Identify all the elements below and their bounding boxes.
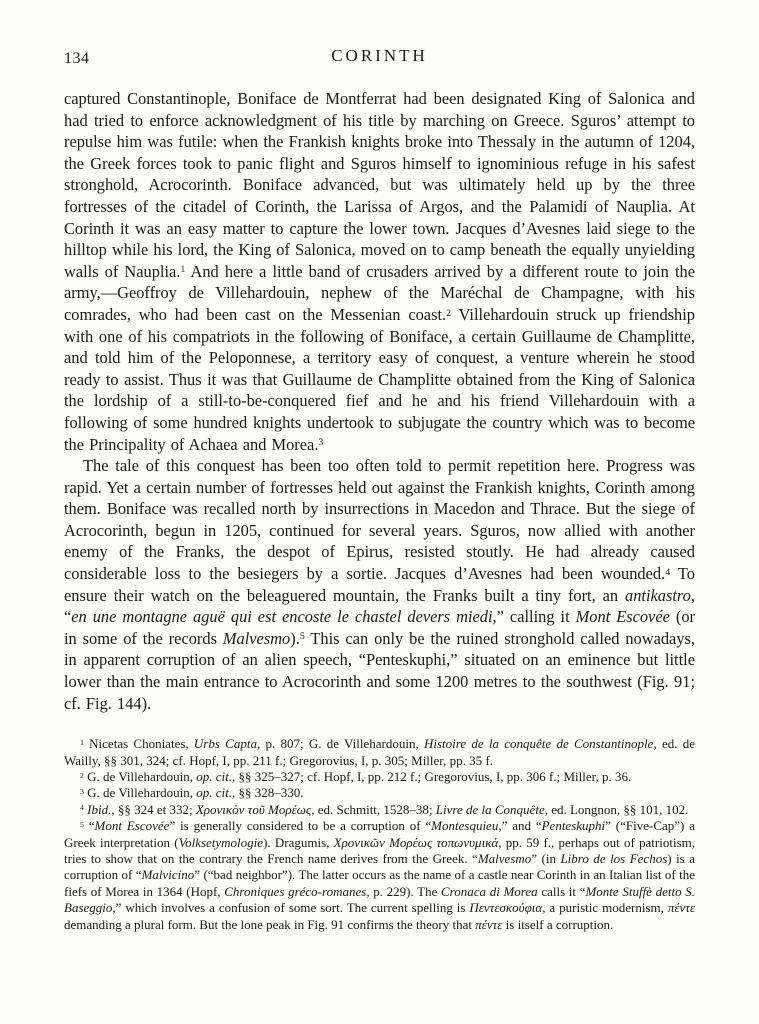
text-run: Χρονικὸν τοῦ Μορέως [195,801,312,817]
footnote-4 [64,802,695,818]
text-run: op. cit. [196,785,233,801]
text-run: G. de Villehardouin, [83,785,197,801]
text-run: ” (in [531,851,561,867]
text-run: , “ [64,585,695,627]
text-run: G. de Villehardouin, [83,769,197,785]
text-run: ,” and “ [498,818,542,834]
footnote-ref: 1 [80,737,84,747]
text-run: The tale of this conquest has been too often told to permit repetition here. Progress was rapid. Yet a certain number of fortresses held out against the Frankish knights, Corinth among them. Boniface was recalled north by insurrections in Macedon and Thrace. But the siege of Acrocorinth, begun in 1205, continued for several years. Sguros, now allied with another enemy of the Franks, the despot of Epirus, resisted stoutly. He had already caused considerable loss to the besiegers by a sortie. Jacques d’Avesnes had been wounded. [64,456,695,584]
footnote-2 [64,769,695,785]
text-run: , pp. 59 f., perhaps out of patriotism, tries to show that on the contrary the French name derives from the Greek. “ [64,834,696,867]
text-run: Montesquieu [431,818,499,834]
text-run: Cronaca di Morea [441,883,538,899]
footnote-ref: 3 [80,786,84,796]
text-run: Malvesmo [222,628,291,648]
text-run: ” (“Five-Cap”) a Greek interpretation ( [64,818,695,850]
text-run: ). Dragumis, [263,834,334,850]
footnote-ref: 3 [318,437,324,449]
footnote-3 [64,785,695,801]
text-run: ” is generally considered to be a corruption of “ [169,818,432,834]
footnote-ref: 5 [299,631,305,643]
text-run: Ibid. [87,801,112,817]
text-run: ) is a corruption of “ [64,851,695,883]
footnote-ref: 4 [665,566,671,578]
text-run: Malvicino [141,867,195,883]
text-run: , ed. Longnon, §§ 101, 102. [544,801,689,817]
footnote-ref: 2 [446,307,452,319]
text-run: , §§ 324 et 332; [111,801,196,817]
text-run: πέντε [667,900,695,916]
text-run: Histoire de la conquête de Constantinople [423,736,654,752]
text-run: , p. 807; G. de Villehardouin, [256,736,424,752]
text-run: Chroniques gréco-romanes [224,883,367,899]
text-run: This can only be the ruined stronghold called nowadays, in apparent corruption of an alien speech, “Penteskuphi,” situated on an eminence but little lower than the main entrance to Acrocorinth and some 1200 metres to the southwest (Fig. 91; cf. Fig. 144). [64,628,696,713]
text-run: ). [290,628,300,648]
text-run: Malvesmo [477,851,532,867]
footnotes-section [64,736,695,933]
text-run: “ [83,818,95,834]
body-text [64,88,695,714]
text-run: en une montagne aguë qui est encoste le chastel devers miedi, [71,607,497,627]
footnote-ref: 1 [180,264,186,276]
text-run: , a puristic modernism, [542,900,668,916]
text-run: , §§ 328–330. [232,785,304,801]
footnote-ref: 5 [80,819,84,829]
text-run: op. cit. [196,769,233,785]
text-run: calls it “ [537,883,586,899]
text-run: Πεντεσκούφια [469,900,543,916]
text-run: Libro de los Fechos [560,851,668,867]
text-run: Monte Stuffè detto S. Baseggio [64,883,696,916]
text-run: is itself a corruption. [502,916,614,932]
text-run: Villehardouin struck up friendship with one of his compatriots in the following of Boniface, a certain Guillaume de Champlitte, and told him of the Peloponnese, a territory easy of conquest, a venture wherein he stood ready to assist. Thus it was that Guillaume de Champlitte obtained from the King of Salonica the lordship of a still-to-be-conquered fief and he and his friend Villehardouin with a following of some hundred knights undertook to subjugate the country which was to become the Principality of Achaea and Morea. [64,304,695,454]
text-run: Χρονικῶν Μορέως τοπωνυμικά [333,834,499,850]
text-run: , ed. Schmitt, 1528–38; [311,801,436,817]
text-run: , ed. de Wailly, §§ 301, 324; cf. Hopf, I, pp. 211 f.; Gregorovius, I, p. 305; Miller, pp. 35 f. [64,736,695,768]
text-run: ” calling it [496,607,576,627]
footnote-1 [64,736,695,769]
text-run: , §§ 325–327; cf. Hopf, I, pp. 212 f.; Gregorovius, I, pp. 306 f.; Miller, p. 36. [232,769,632,785]
footnote-ref: 4 [80,803,84,813]
text-run: , p. 229). The [366,883,442,899]
text-run: Urbs Capta [193,736,257,752]
text-run: Mont Escovée [94,818,170,834]
text-run: captured Constantinople, Boniface de Montferrat had been designated King of Salonica and had tried to enforce acknowledgment of his title by marching on Greece. Sguros’ attempt to repulse him was futile: when the Frankish knights broke into Thessaly in the autumn of 1204, the Greek forces took to panic flight and Sguros himself to ignominious refuge in his safest stronghold, Acrocorinth. Boniface advanced, but was ultimately held up by the three fortresses of the citadel of Corinth, the Larissa of Argos, and the Palamidi of Nauplia. At Corinth it was an easy matter to capture the lower town. Jacques d’Avesnes laid siege to the hilltop while his lord, the King of Salonica, moved on to camp beneath the equally unyielding walls of Nauplia. [64,89,695,281]
running-header [64,0,695,68]
body-paragraph-2 [64,455,695,714]
page-number: 134 [64,50,90,67]
text-run: ,” which involves a confusion of some sort. The current spelling is [112,900,470,916]
text-run: (or in some of the records [64,607,695,648]
body-paragraph-1 [64,88,695,455]
text-run: πέντε [475,916,503,932]
text-run: Nicetas Choniates, [83,736,194,752]
text-run: To ensure their watch on the beleaguered mountain, the Franks built a tiny fort, an [64,564,695,605]
text-run: Volksetymologie [178,834,264,850]
text-run: And here a little band of crusaders arrived by a different route to join the army,—Geoffroy de Villehardouin, nephew of the Maréchal de Champagne, with his comrades, who had been cast on the Messenian coast. [64,261,695,324]
footnote-5 [64,818,695,933]
text-run: antikastro [625,585,691,605]
text-run: Mont Escovée [575,607,670,627]
text-run: ” (“bad neighbor”). The latter occurs as the name of a castle near Corinth in an Italian list of the fiefs of Morea in 1364 (Hopf, [64,867,695,899]
footnote-ref: 2 [80,770,84,780]
text-run: Penteskuphi [541,818,606,834]
text-run: Livre de la Conquête [435,801,545,817]
text-run: demanding a plural form. But the lone peak in Fig. 91 confirms the theory that [64,916,476,932]
running-head-title: CORINTH [331,46,428,65]
